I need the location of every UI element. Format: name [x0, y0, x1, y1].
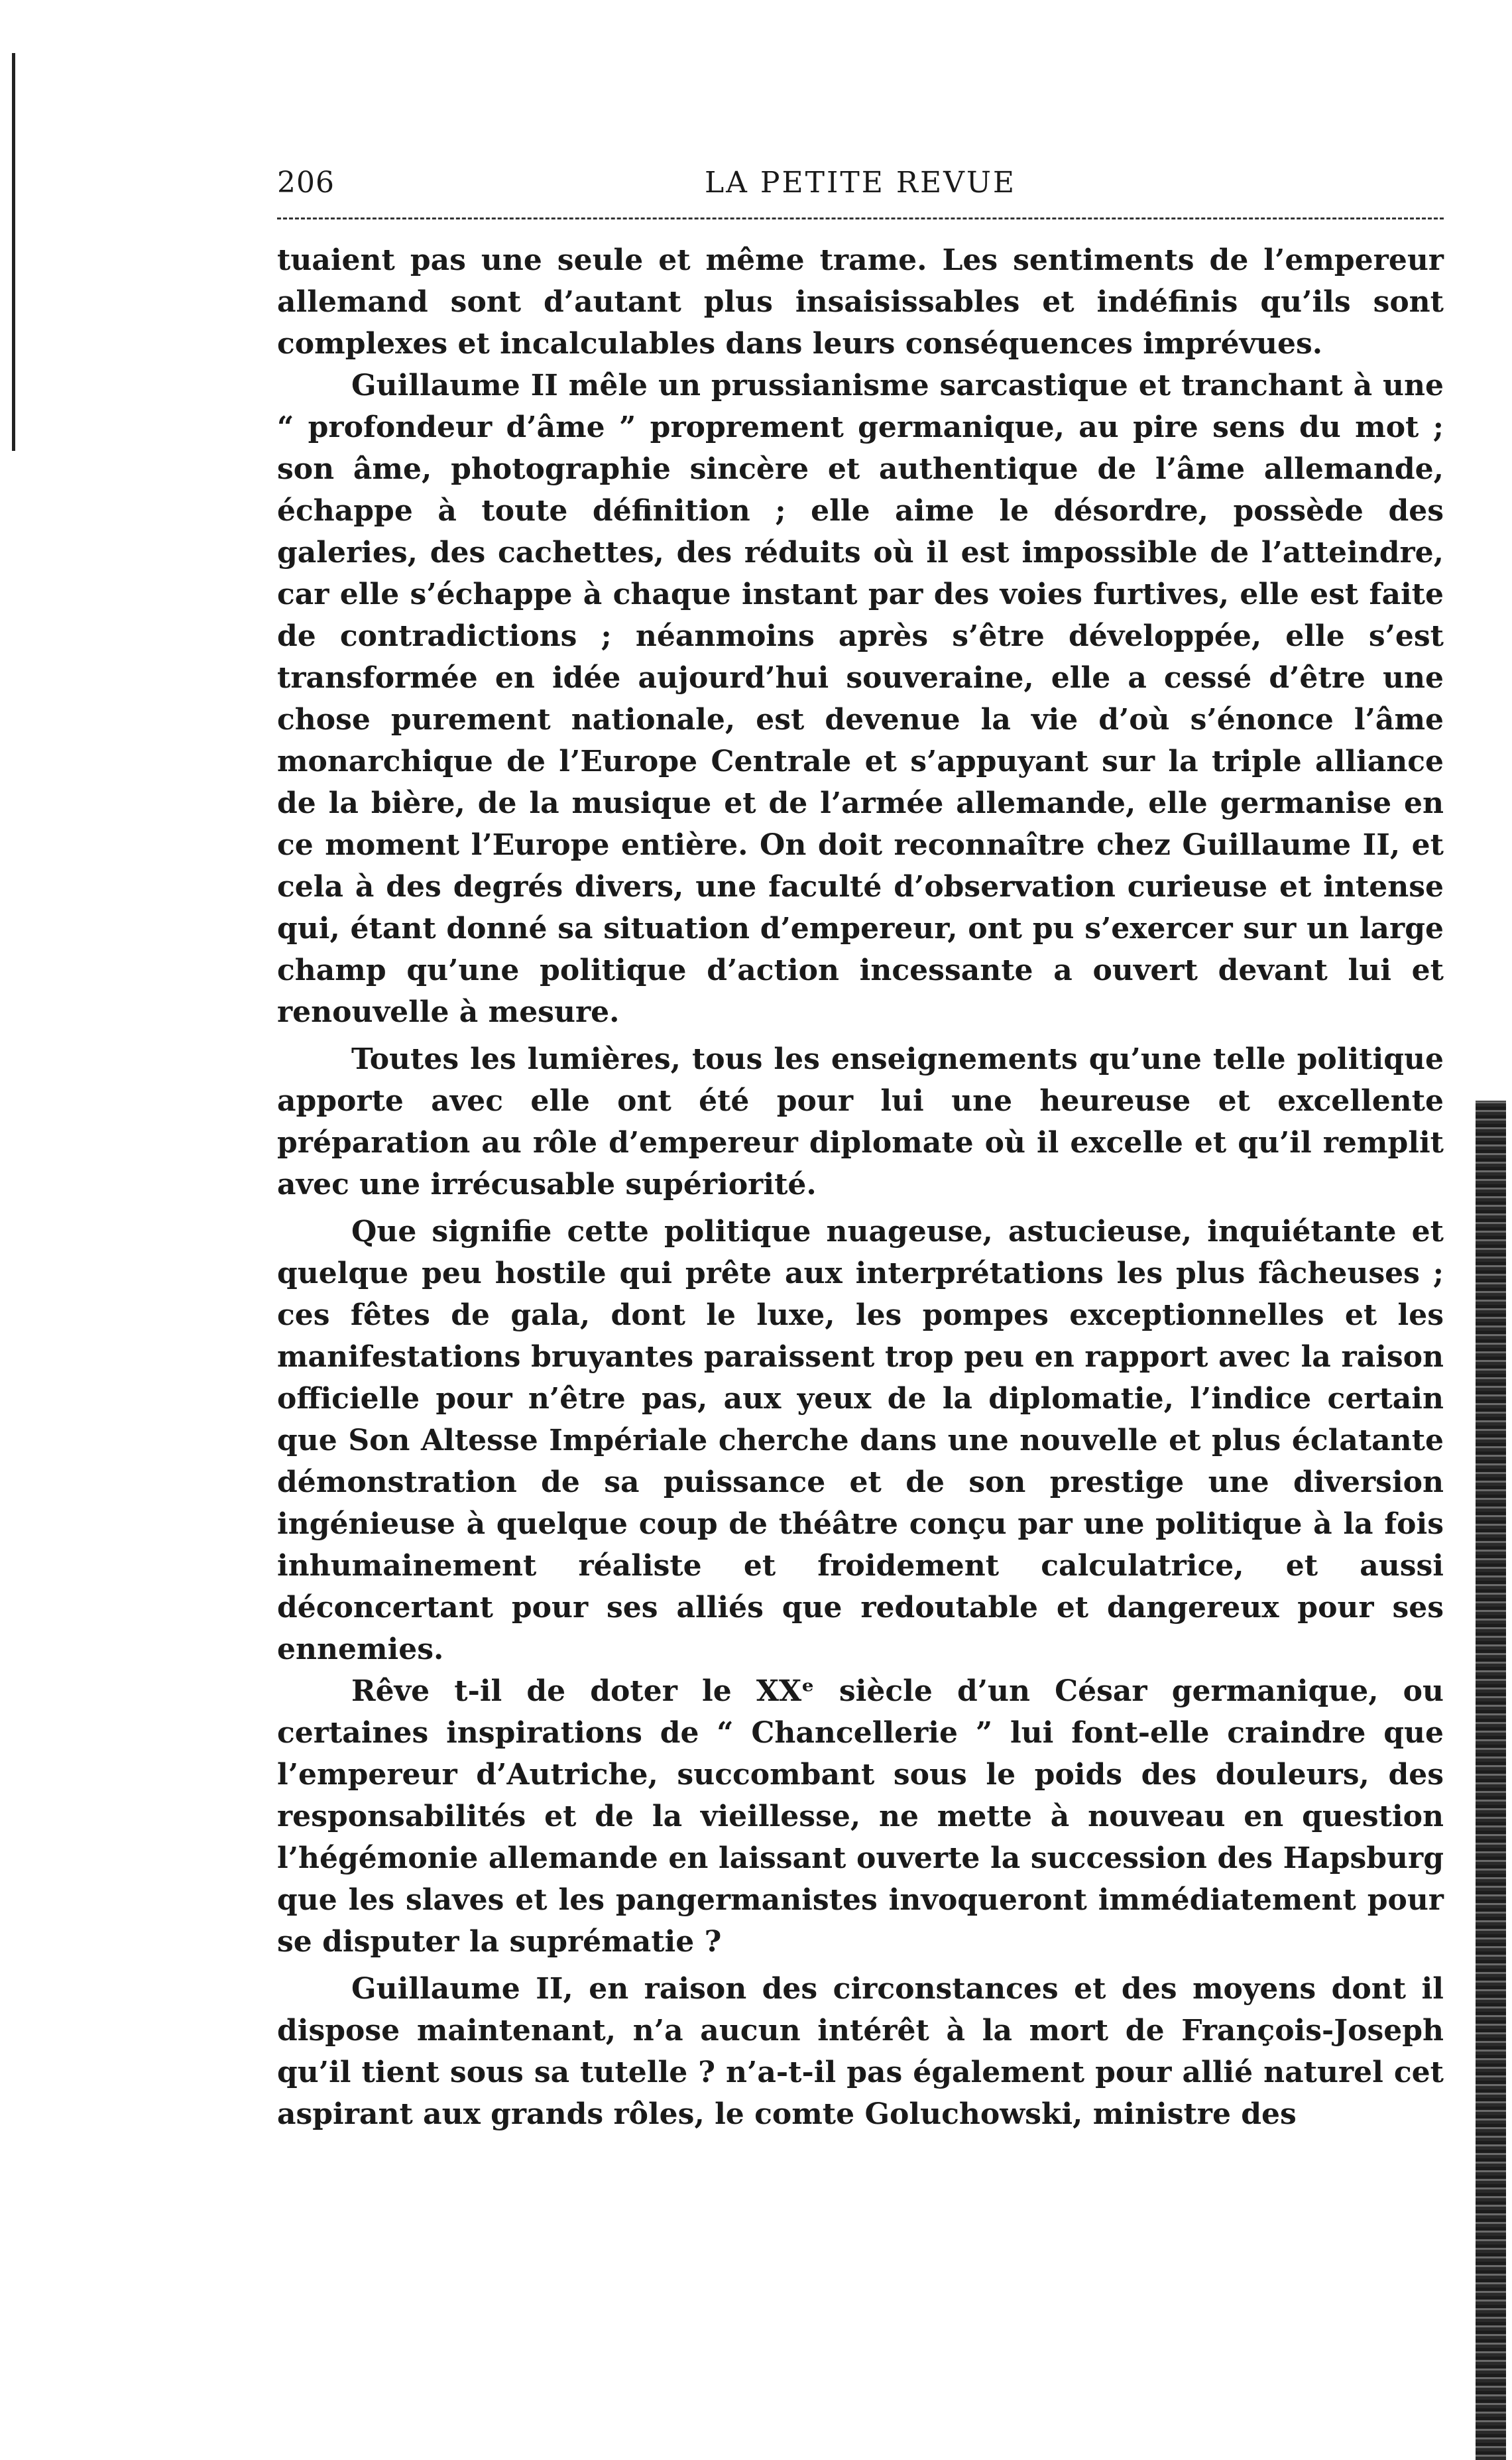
- paragraph-continued: tuaient pas une seule et même trame. Les sentiments de l’empereur allemand sont d’autant plus insaisissables et indéfinis qu’ils sont complexes et incalculables dans leurs conséquences imprévues.: [277, 243, 1444, 361]
- running-title: LA PETITE REVUE: [704, 166, 1017, 200]
- paragraph: Guillaume II, en raison des circonstances et des moyens dont il dispose maintenant, n’a aucun intérêt à la mort de François-Joseph qu’il tient sous sa tutelle ? n’a-t-il pas également pour allié naturel cet aspirant aux grands rôles, le comte Goluchowski, ministre des: [277, 1972, 1444, 2131]
- paragraph: Que signifie cette politique nuageuse, astucieuse, inquiétante et quelque peu hostile qui prête aux interprétations les plus fâcheuses ; ces fêtes de gala, dont le luxe, les pompes exceptionnelles et les manifestations bruyantes paraissent trop peu en rapport avec la raison officielle pour n’être pas, aux yeux de la diplomatie, l’indice certain que Son Altesse Impériale cherche dans une nouvelle et plus éclatante démonstration de sa puissance et de son prestige une diversion ingénieuse à quelque coup de théâtre conçu par une politique à la fois inhumainement réaliste et froidement calculatrice, et aussi déconcertant pour ses alliés que redoutable et dangereux pour ses ennemies.: [277, 1215, 1444, 1666]
- page-edge-mark: [12, 53, 15, 451]
- body-text: [277, 239, 1444, 2135]
- header-divider: [277, 217, 1444, 219]
- page-number: 206: [277, 166, 335, 200]
- paragraph: Toutes les lumières, tous les enseignements qu’une telle politique apporte avec elle ont été pour lui une heureuse et excellente préparation au rôle d’empereur diplomate où il excelle et qu’il remplit avec une irrécusable supériorité.: [277, 1042, 1444, 1201]
- scan-edge-shadow: [1476, 1101, 1506, 2460]
- paragraph: Guillaume II mêle un prussianisme sarcastique et tranchant à une “ profondeur d’âme ” proprement germanique, au pire sens du mot ; son âme, photographie sincère et authentique de l’âme allemande, échappe à toute définition ; elle aime le désordre, possède des galeries, des cachettes, des réduits où il est impossible de l’atteindre, car elle s’échappe à chaque instant par des voies furtives, elle est faite de contradictions ; néanmoins après s’être développée, elle s’est transformée en idée aujourd’hui souveraine, elle a cessé d’être une chose purement nationale, est devenue la vie d’où s’énonce l’âme monarchique de l’Europe Centrale et s’appuyant sur la triple alliance de la bière, de la musique et de l’armée allemande, elle germanise en ce moment l’Europe entière. On doit reconnaître chez Guillaume II, et cela à des degrés divers, une faculté d’observation curieuse et intense qui, étant donné sa situation d’empereur, ont pu s’exercer sur un large champ qu’une politique d’action incessante a ouvert devant lui et renouvelle à mesure.: [277, 369, 1444, 1029]
- book-page: [277, 166, 1444, 2135]
- page-header: [277, 166, 1444, 206]
- paragraph: Rêve t-il de doter le XXᵉ siècle d’un César germanique, ou certaines inspirations de “ Chancellerie ” lui font-elle craindre que l’empereur d’Autriche, succombant sous le poids des douleurs, des responsabilités et de la vieillesse, ne mette à nouveau en question l’hégémonie allemande en laissant ouverte la succession des Hapsburg que les slaves et les pangermanistes invoqueront immédiatement pour se disputer la suprématie ?: [277, 1674, 1444, 1959]
